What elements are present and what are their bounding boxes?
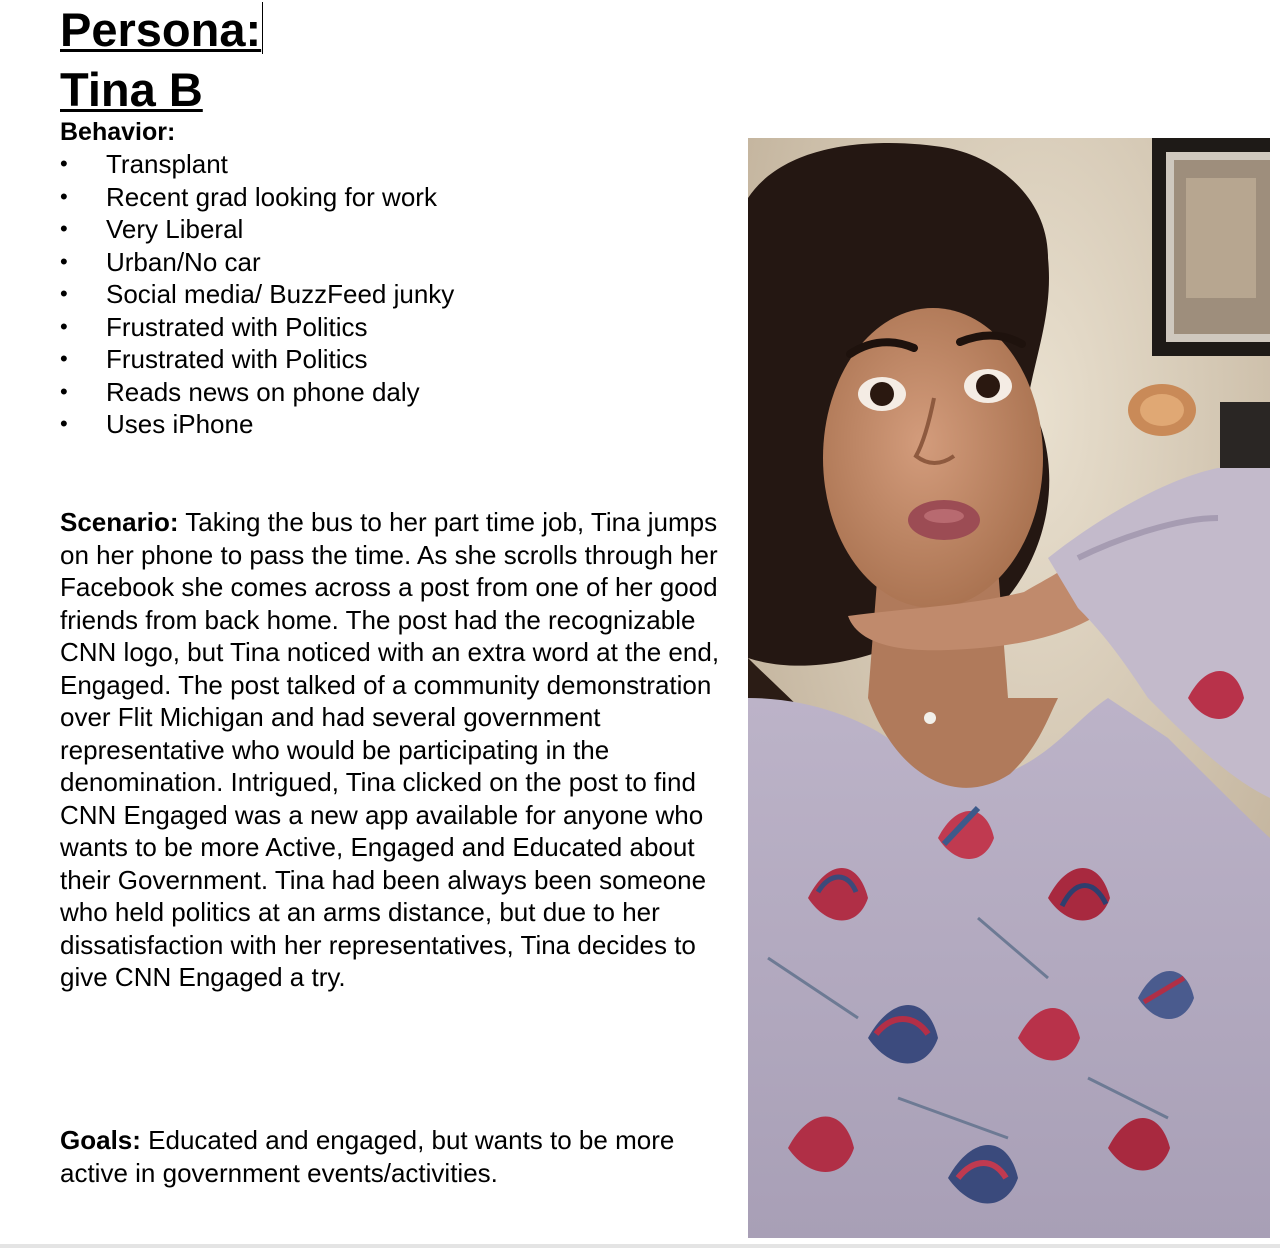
bullet-icon: • <box>60 378 68 404</box>
bullet-icon: • <box>60 216 68 241</box>
scenario-paragraph <box>60 506 730 994</box>
bullet-icon: • <box>60 313 68 339</box>
behavior-item: • Urban/No car <box>60 246 261 277</box>
behavior-item: • Very Liberal <box>60 214 244 244</box>
bullet-icon: • <box>60 248 68 274</box>
behavior-list <box>60 148 700 441</box>
behavior-heading: Behavior: <box>60 118 176 146</box>
necklace-pendant <box>924 712 936 724</box>
persona-photo-illustration <box>748 138 1270 1238</box>
behavior-item: • Social media/ BuzzFeed junky <box>60 279 455 309</box>
persona-name-heading: Tina B <box>60 63 203 116</box>
goals-paragraph <box>60 1124 730 1189</box>
wall-frame <box>1152 138 1270 356</box>
goals-label: Goals: <box>60 1125 141 1155</box>
behavior-item: • Uses iPhone <box>60 409 254 439</box>
behavior-item: • Transplant <box>60 149 228 179</box>
scenario-text: Taking the bus to her part time job, Tina jumps on her phone to pass the time. As she scrolls through her Facebook she comes across a post from one of her good friends from back home. The post had the recognizable CNN logo, but Tina noticed with an extra word at the end, Engaged. The post talked of a community demonstration over Flit Michigan and had several government representative who would be participating in the denomination. Intrigued, Tina clicked on the post to find CNN Engaged was a new app available for anyone who wants to be more Active, Engaged and Educated about their Government. Tina had been always been someone who held politics at an arms distance, but due to her dissatisfaction with her representatives, Tina decides to give CNN Engaged a try. <box>60 507 720 992</box>
bullet-icon: • <box>60 151 68 176</box>
page-bottom-edge <box>0 1244 1280 1248</box>
bullet-icon: • <box>60 183 68 209</box>
behavior-item: • Frustrated with Politics <box>60 311 368 342</box>
goals-text: Educated and engaged, but wants to be more active in government events/activities. <box>60 1125 675 1188</box>
behavior-section <box>60 116 700 441</box>
persona-photo <box>748 138 1270 1238</box>
persona-label-heading: Persona: <box>60 3 262 56</box>
behavior-item: • Reads news on phone daly <box>60 376 420 407</box>
bullet-icon: • <box>60 411 68 436</box>
bullet-icon: • <box>60 281 68 306</box>
behavior-item: • Recent grad looking for work <box>60 181 437 212</box>
behavior-item: • Frustrated with Politics <box>60 344 368 374</box>
text-cursor <box>262 2 263 54</box>
bullet-icon: • <box>60 346 68 371</box>
scenario-label: Scenario: <box>60 507 179 537</box>
persona-title-block <box>60 0 263 120</box>
